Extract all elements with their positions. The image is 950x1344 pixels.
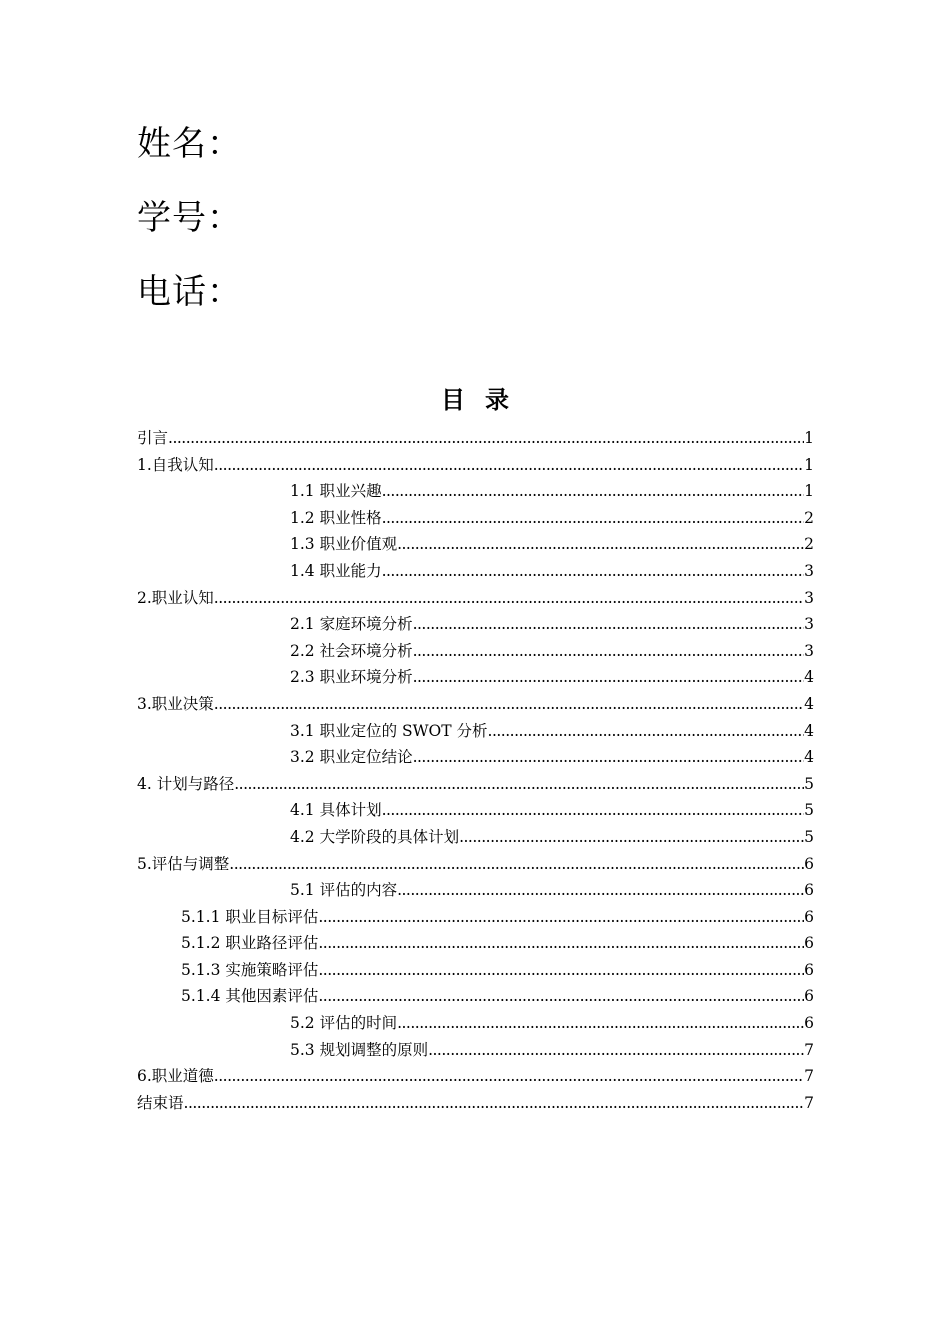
toc-entry-page: 5 <box>804 801 814 820</box>
toc-entry[interactable] <box>137 664 814 691</box>
toc-entry-page: 1 <box>804 482 814 501</box>
toc-entry[interactable] <box>137 1010 814 1037</box>
toc-entry-label: 5.1.1 职业目标评估 <box>181 907 319 926</box>
toc-entry-page: 7 <box>804 1067 814 1086</box>
toc-dot-leader <box>413 744 805 771</box>
toc-entry[interactable] <box>137 771 814 798</box>
toc-dot-leader <box>413 664 805 691</box>
toc-dot-leader <box>318 957 804 984</box>
toc-entry-page: 7 <box>804 1040 814 1059</box>
toc-entry-page: 6 <box>804 907 814 926</box>
toc-entry[interactable] <box>137 611 814 638</box>
toc-entry[interactable] <box>137 505 814 532</box>
toc-entry-label: 6.职业道德 <box>137 1067 214 1086</box>
toc-dot-leader <box>397 531 804 558</box>
toc-dot-leader <box>214 691 804 718</box>
toc-entry-page: 1 <box>804 429 814 447</box>
toc-entry-label: 5.1 评估的内容 <box>290 881 398 900</box>
toc-dot-leader <box>413 611 805 638</box>
toc-dot-leader <box>428 1037 804 1064</box>
toc-entry-label: 1.1 职业兴趣 <box>290 482 382 501</box>
toc-entry-page: 4 <box>804 668 814 687</box>
toc-title: 目录 <box>441 386 529 414</box>
toc-dot-leader <box>168 425 804 452</box>
toc-entry[interactable] <box>137 957 814 984</box>
toc-entry-page: 2 <box>804 535 814 554</box>
toc-entry-label: 5.评估与调整 <box>137 854 230 873</box>
toc-entry[interactable] <box>137 983 814 1010</box>
name-label: 姓名： <box>137 124 242 164</box>
toc-entry-label: 2.3 职业环境分析 <box>290 668 413 687</box>
toc-entry-page: 2 <box>804 508 814 527</box>
toc-entry[interactable] <box>137 744 814 771</box>
toc-entry[interactable] <box>137 797 814 824</box>
student-info <box>137 118 242 340</box>
toc-entry-label: 5.1.4 其他因素评估 <box>181 987 319 1006</box>
toc-entry-label: 5.1.2 职业路径评估 <box>181 934 319 953</box>
toc-entry-label: 2.职业认知 <box>137 588 214 607</box>
table-of-contents <box>137 425 814 1116</box>
toc-entry-page: 5 <box>804 774 814 793</box>
toc-dot-leader <box>318 930 804 957</box>
toc-dot-leader <box>382 558 805 585</box>
toc-dot-leader <box>234 771 804 798</box>
toc-entry[interactable] <box>137 531 814 558</box>
student-id-label: 学号： <box>137 198 242 238</box>
toc-entry[interactable] <box>137 851 814 878</box>
toc-dot-leader <box>459 824 804 851</box>
toc-dot-leader <box>214 1063 804 1090</box>
toc-entry-label: 3.1 职业定位的 SWOT 分析 <box>290 721 488 740</box>
toc-entry-label: 1.自我认知 <box>137 455 214 474</box>
toc-entry-page: 1 <box>804 455 814 474</box>
toc-dot-leader <box>184 1090 805 1117</box>
toc-entry[interactable] <box>137 558 814 585</box>
toc-entry[interactable] <box>137 638 814 665</box>
toc-entry-page: 6 <box>804 881 814 900</box>
toc-entry-page: 5 <box>804 827 814 846</box>
toc-entry-page: 6 <box>804 934 814 953</box>
phone-label: 电话： <box>137 272 242 312</box>
toc-entry-page: 3 <box>804 561 814 580</box>
toc-dot-leader <box>318 904 804 931</box>
toc-entry-label: 5.3 规划调整的原则 <box>290 1040 429 1059</box>
toc-entry[interactable] <box>137 691 814 718</box>
toc-entry-label: 2.2 社会环境分析 <box>290 641 413 660</box>
toc-entry[interactable] <box>137 452 814 479</box>
toc-entry-label: 5.1.3 实施策略评估 <box>181 960 319 979</box>
toc-entry-page: 3 <box>804 588 814 607</box>
toc-dot-leader <box>397 877 804 904</box>
toc-dot-leader <box>397 1010 804 1037</box>
toc-dot-leader <box>382 478 805 505</box>
toc-entry[interactable] <box>137 930 814 957</box>
toc-entry-page: 4 <box>804 721 814 740</box>
toc-dot-leader <box>382 505 805 532</box>
toc-entry-label: 4. 计划与路径 <box>137 774 235 793</box>
toc-dot-leader <box>214 585 804 612</box>
toc-entry[interactable] <box>137 718 814 745</box>
toc-entry[interactable] <box>137 904 814 931</box>
toc-entry-label: 3.职业决策 <box>137 694 214 713</box>
toc-entry[interactable] <box>137 877 814 904</box>
toc-entry-page: 4 <box>804 694 814 713</box>
toc-entry-label: 4.1 具体计划 <box>290 801 382 820</box>
toc-entry-label: 5.2 评估的时间 <box>290 1014 398 1033</box>
toc-dot-leader <box>488 718 805 745</box>
toc-dot-leader <box>382 797 805 824</box>
toc-entry-page: 3 <box>804 641 814 660</box>
toc-entry-page: 6 <box>804 960 814 979</box>
toc-entry-label: 1.3 职业价值观 <box>290 535 398 554</box>
toc-dot-leader <box>214 452 804 479</box>
toc-entry[interactable] <box>137 1063 814 1090</box>
toc-entry-page: 6 <box>804 1014 814 1033</box>
toc-entry[interactable] <box>137 1037 814 1064</box>
toc-dot-leader <box>318 983 804 1010</box>
toc-entry-label: 引言 <box>137 429 169 447</box>
toc-dot-leader <box>229 851 804 878</box>
toc-entry-label: 1.2 职业性格 <box>290 508 382 527</box>
toc-entry-label: 3.2 职业定位结论 <box>290 748 413 767</box>
toc-entry[interactable] <box>137 425 814 452</box>
toc-entry[interactable] <box>137 585 814 612</box>
toc-entry-label: 结束语 <box>137 1093 184 1112</box>
toc-entry-page: 6 <box>804 854 814 873</box>
toc-entry-label: 2.1 家庭环境分析 <box>290 615 413 634</box>
toc-entry-page: 6 <box>804 987 814 1006</box>
toc-entry-page: 4 <box>804 748 814 767</box>
toc-entry[interactable] <box>137 1090 814 1117</box>
toc-entry-label: 4.2 大学阶段的具体计划 <box>290 827 460 846</box>
toc-dot-leader <box>413 638 805 665</box>
toc-entry-page: 3 <box>804 615 814 634</box>
toc-entry-label: 1.4 职业能力 <box>290 561 382 580</box>
toc-entry-page: 7 <box>804 1093 814 1112</box>
toc-entry[interactable] <box>137 478 814 505</box>
toc-entry[interactable] <box>137 824 814 851</box>
